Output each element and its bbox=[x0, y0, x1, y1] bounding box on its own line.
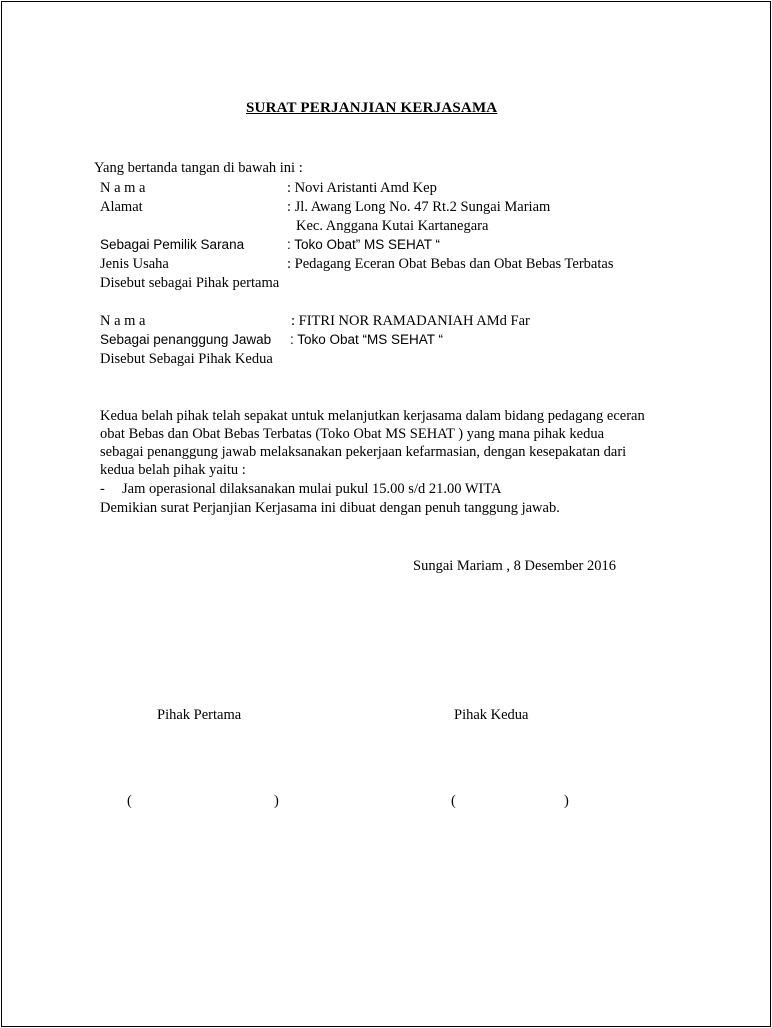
party1-address-line2: Kec. Anggana Kutai Kartanegara bbox=[296, 218, 489, 234]
party2-called-as: Disebut Sebagai Pihak Kedua bbox=[100, 351, 273, 367]
party1-address-label: Alamat bbox=[100, 199, 143, 215]
signature-label-second-party: Pihak Kedua bbox=[454, 707, 529, 723]
party1-business-label: Jenis Usaha bbox=[100, 256, 169, 272]
bullet-dash: - bbox=[100, 481, 105, 497]
body-line-4: kedua belah pihak yaitu : bbox=[100, 462, 246, 478]
body-line-1: Kedua belah pihak telah sepakat untuk melanjutkan kerjasama dalam bidang pedagang eceran bbox=[100, 408, 645, 424]
bullet-text: Jam operasional dilaksanakan mulai pukul 15.00 s/d 21.00 WITA bbox=[122, 481, 502, 497]
signature-close-paren-second: ) bbox=[564, 793, 569, 809]
party2-name-value: : FITRI NOR RAMADANIAH AMd Far bbox=[291, 313, 530, 329]
place-date: Sungai Mariam , 8 Desember 2016 bbox=[413, 558, 616, 574]
party1-business-value: : Pedagang Eceran Obat Bebas dan Obat Bebas Terbatas bbox=[287, 256, 614, 272]
signature-label-first-party: Pihak Pertama bbox=[157, 707, 242, 723]
party2-responsible-label: Sebagai penanggung Jawab bbox=[100, 332, 272, 347]
party2-name-label: N a m a bbox=[100, 313, 146, 329]
signature-open-paren-second: ( bbox=[451, 793, 456, 809]
body-line-3: sebagai penanggung jawab melaksanakan pekerjaan kefarmasian, dengan kesepakatan dari bbox=[100, 444, 627, 460]
signature-open-paren-first: ( bbox=[127, 793, 132, 809]
party2-responsible-value: : Toko Obat “MS SEHAT “ bbox=[290, 332, 444, 347]
party1-owner-value: : Toko Obat” MS SEHAT “ bbox=[287, 237, 441, 252]
party1-owner-label: Sebagai Pemilik Sarana bbox=[100, 237, 245, 252]
body-line-2: obat Bebas dan Obat Bebas Terbatas (Toko Obat MS SEHAT ) yang mana pihak kedua bbox=[100, 426, 605, 442]
signature-close-paren-first: ) bbox=[274, 793, 279, 809]
intro-text: Yang bertanda tangan di bawah ini : bbox=[94, 160, 303, 176]
closing-statement: Demikian surat Perjanjian Kerjasama ini dibuat dengan penuh tanggung jawab. bbox=[100, 500, 560, 516]
document-title: SURAT PERJANJIAN KERJASAMA bbox=[246, 100, 498, 116]
party1-name-value: : Novi Aristanti Amd Kep bbox=[287, 180, 437, 196]
party1-address-line1: : Jl. Awang Long No. 47 Rt.2 Sungai Mariam bbox=[287, 199, 551, 215]
party1-name-label: N a m a bbox=[100, 180, 146, 196]
letter-page bbox=[1, 1, 771, 1027]
party1-called-as: Disebut sebagai Pihak pertama bbox=[100, 275, 280, 291]
